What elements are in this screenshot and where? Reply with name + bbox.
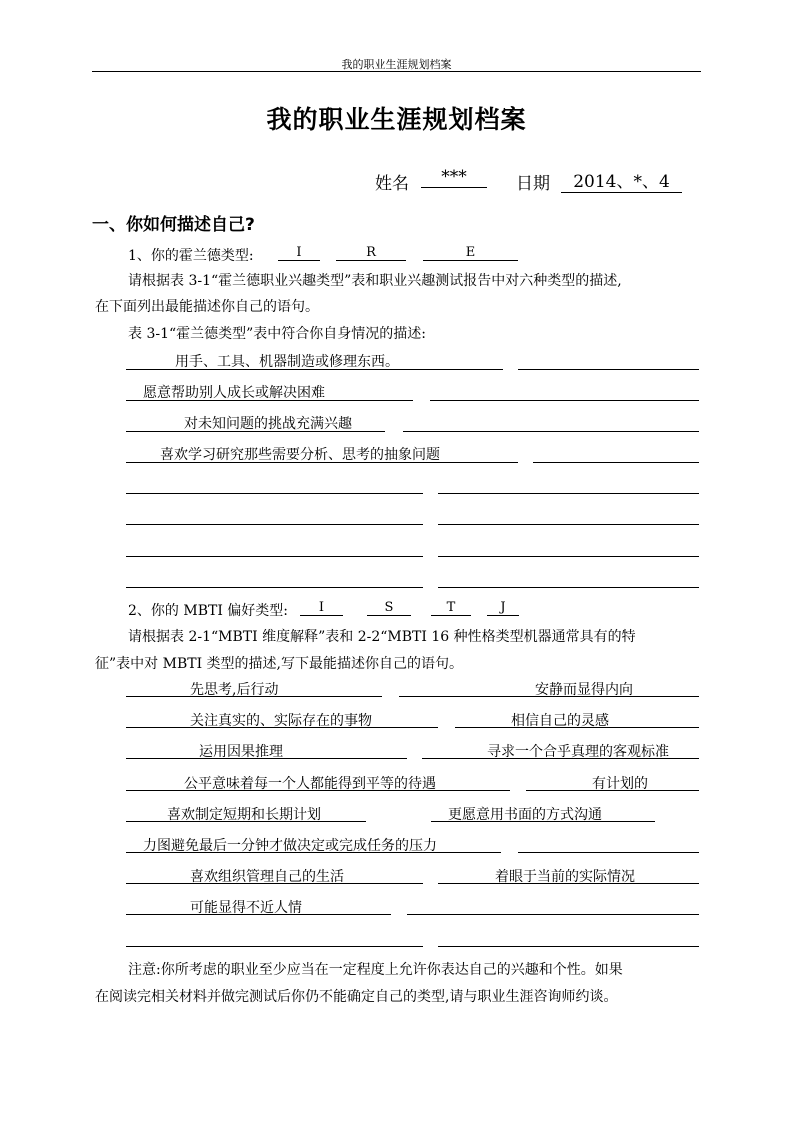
- holland-label: 1、你的霍兰德类型:: [128, 248, 254, 264]
- answer-line: [455, 727, 699, 728]
- answer-line: [438, 556, 699, 557]
- page-title: 我的职业生涯规划档案: [266, 105, 527, 134]
- mbti-desc-right-4: 有计划的: [592, 776, 648, 792]
- answer-line: [407, 914, 699, 915]
- answer-line: [126, 587, 423, 588]
- mbti-code-3: T: [431, 600, 471, 616]
- mbti-instruction-1: 请根据表 2-1“MBTI 维度解释”表和 2-2“MBTI 16 种性格类型机器通常具有的特: [128, 629, 636, 645]
- answer-line: [126, 852, 501, 853]
- answer-line: [126, 914, 391, 915]
- mbti-desc-right-1: 安静而显得内向: [535, 682, 633, 698]
- answer-line: [126, 883, 423, 884]
- holland-instruction-2: 在下面列出最能描述你自己的语句。: [95, 299, 319, 315]
- answer-line: [431, 821, 655, 822]
- answer-line: [126, 696, 382, 697]
- answer-line: [438, 587, 699, 588]
- holland-code-3: E: [423, 245, 518, 261]
- holland-instruction-1: 请根据表 3-1“霍兰德职业兴趣类型”表和职业兴趣测试报告中对六种类型的描述,: [128, 273, 622, 289]
- answer-line: [518, 369, 699, 370]
- mbti-desc-left-8: 可能显得不近人情: [190, 900, 302, 916]
- mbti-code-4: J: [487, 600, 519, 616]
- mbti-desc-left-6: 力图避免最后一分钟才做决定或完成任务的压力: [143, 838, 437, 854]
- answer-line: [126, 946, 423, 947]
- mbti-desc-left-5: 喜欢制定短期和长期计划: [167, 807, 321, 823]
- mbti-desc-left-3: 运用因果推理: [199, 744, 283, 760]
- holland-code-2: R: [336, 245, 406, 261]
- answer-line: [399, 696, 699, 697]
- answer-line: [438, 883, 699, 884]
- holland-desc-3: 对未知问题的挑战充满兴趣: [184, 416, 352, 432]
- date-label: 日期: [516, 174, 550, 194]
- answer-line: [126, 790, 510, 791]
- answer-line: [126, 524, 423, 525]
- answer-line: [126, 462, 518, 463]
- answer-line: [126, 431, 385, 432]
- mbti-desc-left-2: 关注真实的、实际存在的事物: [190, 713, 372, 729]
- mbti-desc-right-3: 寻求一个合乎真理的客观标准: [487, 744, 669, 760]
- holland-desc-1: 用手、工具、机器制造或修理东西。: [175, 354, 399, 370]
- mbti-desc-right-7: 着眼于当前的实际情况: [495, 869, 635, 885]
- answer-line: [126, 821, 366, 822]
- name-label: 姓名: [375, 174, 409, 194]
- holland-table-caption: 表 3-1“霍兰德类型”表中符合你自身情况的描述:: [128, 326, 427, 342]
- running-header: 我的职业生涯规划档案: [341, 58, 452, 71]
- mbti-label: 2、你的 MBTI 偏好类型:: [128, 603, 289, 619]
- holland-desc-4: 喜欢学习研究那些需要分析、思考的抽象问题: [160, 447, 440, 463]
- mbti-instruction-2: 征”表中对 MBTI 类型的描述,写下最能描述你自己的语句。: [95, 656, 463, 672]
- answer-line: [438, 946, 699, 947]
- answer-line: [438, 524, 699, 525]
- mbti-desc-left-7: 喜欢组织管理自己的生活: [190, 869, 344, 885]
- answer-line: [403, 431, 699, 432]
- answer-line: [438, 493, 699, 494]
- answer-line: [126, 369, 503, 370]
- holland-desc-2: 愿意帮助别人成长或解决困难: [143, 385, 325, 401]
- mbti-desc-right-5: 更愿意用书面的方式沟通: [448, 807, 602, 823]
- mbti-desc-right-2: 相信自己的灵感: [511, 713, 609, 729]
- answer-line: [533, 462, 699, 463]
- answer-line: [126, 556, 423, 557]
- name-field: ***: [421, 167, 487, 188]
- mbti-code-2: S: [367, 600, 411, 616]
- answer-line: [518, 852, 699, 853]
- date-field: 2014、*、4: [561, 167, 682, 193]
- header-rule: [92, 71, 701, 72]
- section-heading: 一、你如何描述自己?: [92, 215, 255, 235]
- answer-line: [526, 790, 699, 791]
- answer-line: [430, 400, 699, 401]
- mbti-desc-left-1: 先思考,后行动: [190, 682, 279, 698]
- mbti-desc-left-4: 公平意味着每一个人都能得到平等的待遇: [184, 776, 436, 792]
- mbti-code-1: I: [300, 600, 343, 616]
- answer-line: [126, 727, 438, 728]
- note-line-2: 在阅读完相关材料并做完测试后你仍不能确定自己的类型,请与职业生涯咨询师约谈。: [95, 989, 618, 1005]
- holland-code-1: I: [278, 245, 320, 261]
- note-line-1: 注意:你所考虑的职业至少应当在一定程度上允许你表达自己的兴趣和个性。如果: [128, 962, 623, 978]
- answer-line: [126, 758, 407, 759]
- answer-line: [126, 493, 423, 494]
- answer-line: [422, 758, 699, 759]
- answer-line: [126, 400, 413, 401]
